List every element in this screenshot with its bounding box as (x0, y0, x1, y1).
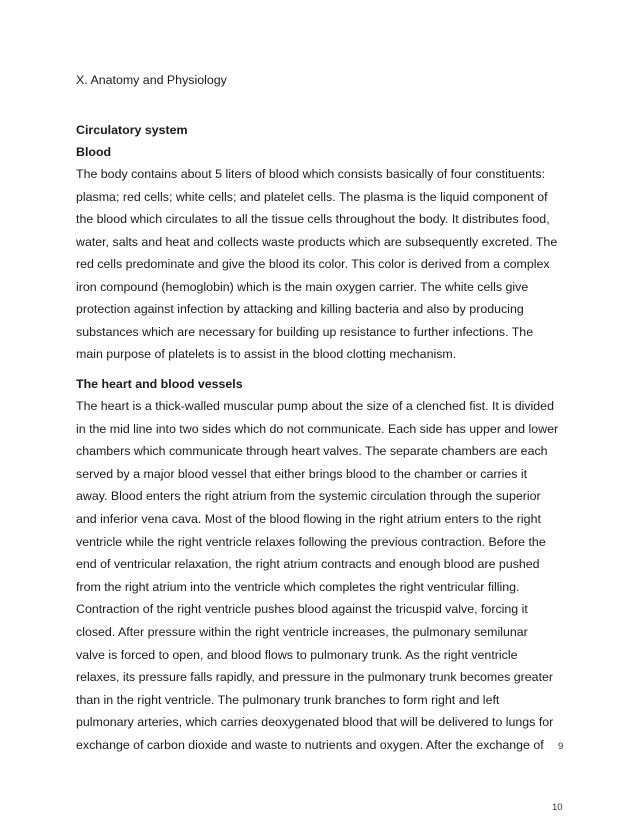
text-line: exchange of carbon dioxide and waste to nutrients and oxygen. After the exchange of (76, 738, 544, 752)
text-line: water, salts and heat and collects waste products which are subsequently excreted. The (76, 234, 558, 249)
text-line: substances which are necessary for building up resistance to further infections. The (76, 324, 534, 339)
text-line: main purpose of platelets is to assist in the blood clotting mechanism. (76, 347, 457, 361)
text-line: The heart is a thick-walled muscular pump about the size of a clenched fist. It is divided (76, 399, 554, 413)
text-line: relaxes, its pressure falls rapidly, and pressure in the pulmonary trunk becomes greater (76, 670, 554, 685)
text-line: pulmonary arteries, which carries deoxygenated blood that will be delivered to lungs for (76, 715, 554, 730)
text-line: than in the right ventricle. The pulmonary trunk branches to form right and left (76, 692, 500, 707)
text-line: served by a major blood vessel that either brings blood to the chamber or carries it (76, 466, 528, 481)
text-line: Contraction of the right ventricle pushes blood against the tricuspid valve, forcing it (76, 602, 528, 617)
text-line: iron compound (hemoglobin) which is the main oxygen carrier. The white cells give (76, 279, 529, 294)
circulatory-system-heading: Circulatory system (76, 123, 188, 137)
text-line: plasma; red cells; white cells; and platelet cells. The plasma is the liquid component of (76, 189, 548, 204)
text-line: the blood which circulates to all the tissue cells throughout the body. It distributes food, (76, 212, 550, 226)
text-line: valve is forced to open, and blood flows to pulmonary trunk. As the right ventricle (76, 647, 518, 662)
page-number-inner: 9 (558, 741, 564, 752)
text-line: The body contains about 5 liters of blood which consists basically of four constituents: (76, 167, 546, 181)
text-line: red cells predominate and give the blood its color. This color is derived from a complex (76, 257, 550, 271)
text-line: end of ventricular relaxation, the right atrium contracts and enough blood are pushed (76, 557, 540, 572)
text-line: ventricle while the right ventricle relaxes following the previous contraction. Before the (76, 534, 546, 549)
heart-vessels-heading: The heart and blood vessels (76, 377, 243, 391)
text-line: away. Blood enters the right atrium from the systemic circulation through the superior (76, 489, 541, 504)
blood-subheading: Blood (76, 145, 112, 159)
section-title: X. Anatomy and Physiology (76, 73, 227, 87)
text-line: and inferior vena cava. Most of the blood flowing in the right atrium enters to the right (76, 512, 541, 526)
text-line: in the mid line into two sides which do not communicate. Each side has upper and lower (76, 421, 559, 436)
text-line: closed. After pressure within the right ventricle increases, the pulmonary semilunar (76, 625, 528, 639)
text-line: protection against infection by attacking and killing bacteria and also by producing (76, 302, 524, 316)
text-line: from the right atrium into the ventricle which completes the right ventricular filling. (76, 579, 520, 594)
page-number-outer: 10 (552, 802, 563, 813)
text-line: chambers which communicate through heart valves. The separate chambers are each (76, 444, 548, 459)
